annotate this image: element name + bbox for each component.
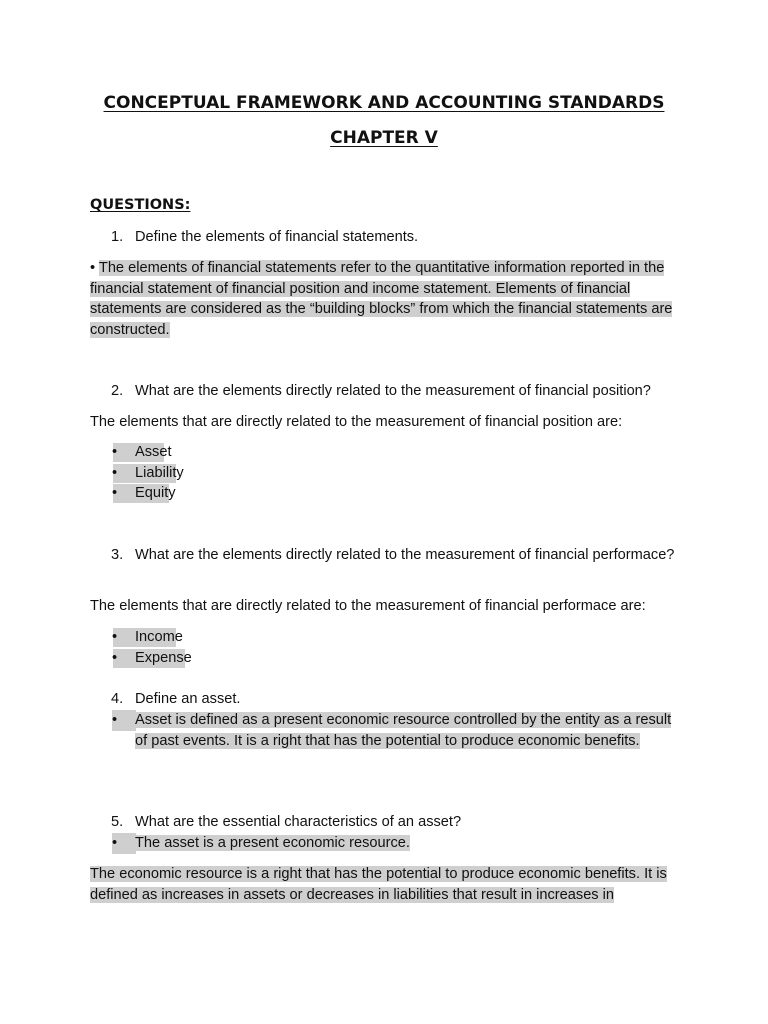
bullet-icon: • bbox=[112, 649, 118, 666]
question-text: What are the essential characteristics of an asset? bbox=[135, 814, 462, 830]
answer-1 bbox=[90, 258, 678, 340]
question-number: 1. bbox=[111, 229, 124, 245]
list-item bbox=[90, 710, 678, 751]
question-number: 5. bbox=[111, 814, 124, 830]
list-item: • Income bbox=[90, 627, 678, 648]
answer-text: The economic resource is a right that has the potential to produce economic benefits. It is defined as increases in assets or decreases in liabilities that result in increases in bbox=[90, 866, 667, 903]
questions-heading: QUESTIONS: bbox=[90, 197, 191, 213]
answer-text: Asset is defined as a present economic resource controlled by the entity as a result of past events. It is a right that has the potential to produce economic benefits. bbox=[135, 712, 672, 749]
question-text: What are the elements directly related to the measurement of financial position? bbox=[135, 383, 651, 399]
bullet-glyph: • bbox=[90, 260, 99, 276]
list-item: • Asset bbox=[90, 442, 678, 463]
answer-2-intro: The elements that are directly related to the measurement of financial position are: bbox=[90, 414, 623, 430]
list-item: • Equity bbox=[90, 483, 678, 504]
bullet-icon: • bbox=[112, 485, 118, 501]
chapter-title: CHAPTER V bbox=[330, 128, 438, 148]
bullet-icon: • bbox=[112, 710, 136, 731]
answer-4 bbox=[90, 710, 678, 751]
question-number: 2. bbox=[111, 383, 124, 399]
question-number: 3. bbox=[111, 547, 124, 563]
question-text: Define an asset. bbox=[135, 691, 241, 707]
list-item: • Liability bbox=[90, 463, 678, 484]
bullet-icon: • bbox=[112, 444, 118, 460]
list-item: • Expense bbox=[90, 648, 678, 669]
question-text: Define the elements of financial statements. bbox=[135, 229, 419, 245]
bullet-icon: • bbox=[112, 464, 118, 481]
bullet-icon: • bbox=[112, 629, 118, 645]
answer-3-intro: The elements that are directly related to the measurement of financial performace are: bbox=[90, 598, 646, 614]
answer-3-list bbox=[90, 627, 678, 668]
answer-5-paragraph bbox=[90, 864, 678, 905]
answer-2-list bbox=[90, 442, 678, 504]
document-title: CONCEPTUAL FRAMEWORK AND ACCOUNTING STANDARDS bbox=[103, 93, 665, 113]
answer-5-list bbox=[90, 833, 678, 854]
bullet-icon: • bbox=[112, 833, 136, 854]
answer-text: The elements of financial statements refer to the quantitative information reported in the financial statement of financial position and income statement. Elements of financial statements are considered as the “building blocks” from which the financial statements are constructed. bbox=[90, 260, 673, 338]
list-item bbox=[90, 833, 678, 854]
question-number: 4. bbox=[111, 691, 124, 707]
question-text: What are the elements directly related to the measurement of financial performace? bbox=[135, 547, 675, 563]
answer-text: The asset is a present economic resource. bbox=[135, 835, 410, 851]
